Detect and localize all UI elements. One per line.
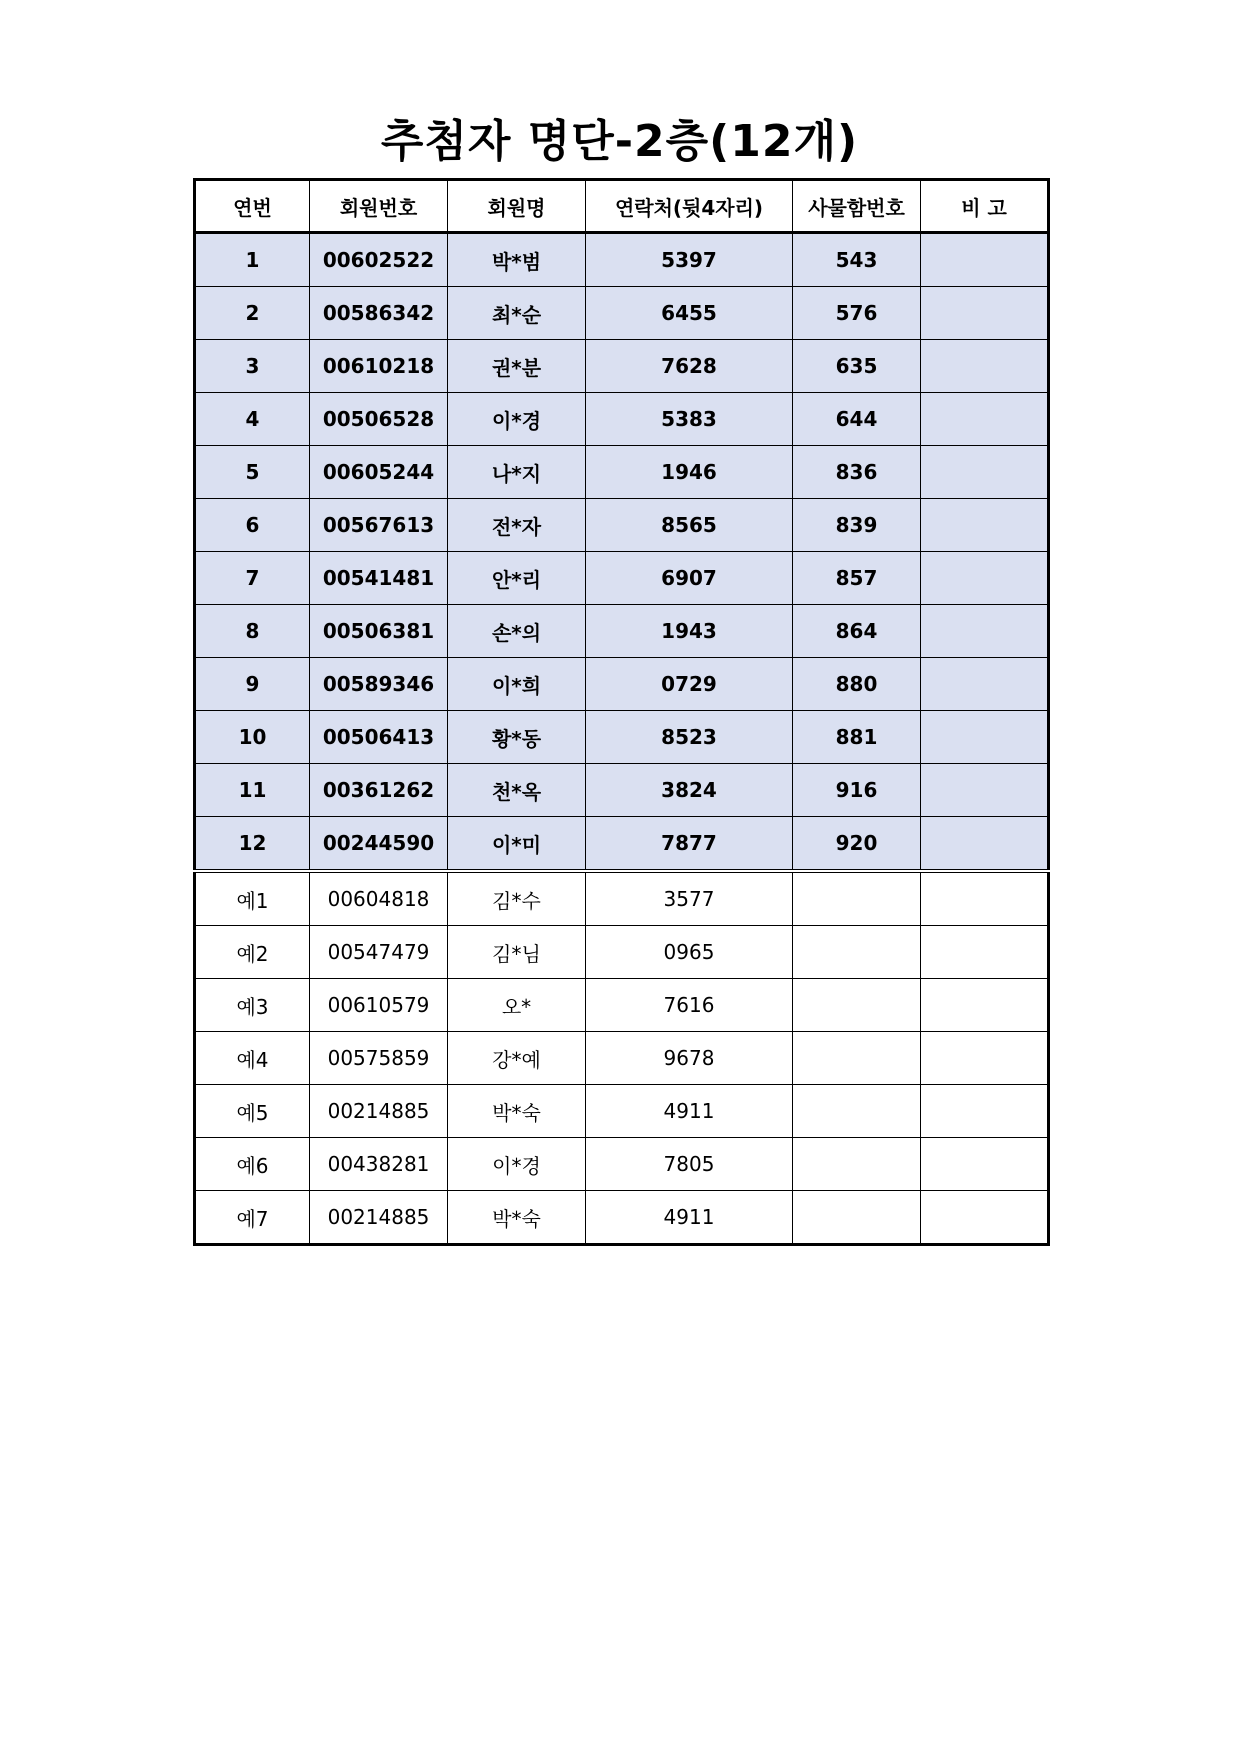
cell-note [921, 233, 1049, 287]
cell-member-id: 00214885 [310, 1085, 448, 1138]
cell-note [921, 926, 1049, 979]
cell-member-name: 손*의 [448, 605, 586, 658]
cell-seq: 예3 [195, 979, 310, 1032]
cell-member-name: 박*숙 [448, 1085, 586, 1138]
cell-phone: 7877 [586, 817, 793, 872]
cell-phone: 5397 [586, 233, 793, 287]
cell-member-name: 오* [448, 979, 586, 1032]
cell-member-name: 권*분 [448, 340, 586, 393]
cell-locker [793, 979, 921, 1032]
reserve-row [195, 1032, 1049, 1085]
page-title: 추첨자 명단-2층(12개) [380, 116, 859, 167]
cell-note [921, 658, 1049, 711]
table-row [195, 446, 1049, 499]
cell-member-id: 00541481 [310, 552, 448, 605]
cell-locker: 880 [793, 658, 921, 711]
cell-locker [793, 1032, 921, 1085]
header-seq: 연번 [195, 180, 310, 233]
table-row [195, 340, 1049, 393]
cell-member-id: 00506413 [310, 711, 448, 764]
cell-member-name: 이*미 [448, 817, 586, 872]
cell-note [921, 711, 1049, 764]
cell-member-name: 박*범 [448, 233, 586, 287]
cell-locker: 839 [793, 499, 921, 552]
cell-phone: 4911 [586, 1085, 793, 1138]
reserve-row [195, 1085, 1049, 1138]
cell-seq: 10 [195, 711, 310, 764]
cell-note [921, 552, 1049, 605]
cell-member-id: 00610218 [310, 340, 448, 393]
cell-phone: 4911 [586, 1191, 793, 1245]
cell-locker: 857 [793, 552, 921, 605]
cell-seq: 3 [195, 340, 310, 393]
cell-seq: 7 [195, 552, 310, 605]
cell-seq: 예7 [195, 1191, 310, 1245]
cell-locker: 644 [793, 393, 921, 446]
cell-phone: 3824 [586, 764, 793, 817]
cell-member-name: 안*리 [448, 552, 586, 605]
cell-phone: 8565 [586, 499, 793, 552]
cell-member-name: 이*희 [448, 658, 586, 711]
cell-locker [793, 871, 921, 926]
cell-phone: 3577 [586, 871, 793, 926]
cell-seq: 5 [195, 446, 310, 499]
table-body [195, 233, 1049, 1245]
table-row [195, 499, 1049, 552]
table-header-row [195, 180, 1049, 233]
cell-member-name: 이*경 [448, 1138, 586, 1191]
cell-note [921, 340, 1049, 393]
cell-member-id: 00567613 [310, 499, 448, 552]
cell-member-name: 전*자 [448, 499, 586, 552]
table-row [195, 287, 1049, 340]
cell-phone: 9678 [586, 1032, 793, 1085]
cell-member-id: 00244590 [310, 817, 448, 872]
table-row [195, 711, 1049, 764]
cell-member-name: 박*숙 [448, 1191, 586, 1245]
cell-member-name: 황*동 [448, 711, 586, 764]
cell-member-id: 00361262 [310, 764, 448, 817]
cell-locker: 836 [793, 446, 921, 499]
cell-member-id: 00605244 [310, 446, 448, 499]
cell-seq: 1 [195, 233, 310, 287]
cell-seq: 예6 [195, 1138, 310, 1191]
cell-seq: 예1 [195, 871, 310, 926]
cell-member-name: 김*수 [448, 871, 586, 926]
cell-phone: 0729 [586, 658, 793, 711]
cell-phone: 6455 [586, 287, 793, 340]
cell-locker: 881 [793, 711, 921, 764]
cell-member-id: 00547479 [310, 926, 448, 979]
cell-note [921, 446, 1049, 499]
cell-note [921, 1032, 1049, 1085]
cell-member-id: 00604818 [310, 871, 448, 926]
header-member-name: 회원명 [448, 180, 586, 233]
cell-note [921, 979, 1049, 1032]
cell-note [921, 764, 1049, 817]
reserve-row [195, 1138, 1049, 1191]
cell-member-id: 00610579 [310, 979, 448, 1032]
cell-phone: 1943 [586, 605, 793, 658]
table-row [195, 817, 1049, 872]
cell-locker: 864 [793, 605, 921, 658]
cell-member-name: 나*지 [448, 446, 586, 499]
winner-list-table [193, 178, 1050, 1246]
cell-phone: 6907 [586, 552, 793, 605]
cell-seq: 예5 [195, 1085, 310, 1138]
cell-locker: 635 [793, 340, 921, 393]
cell-note [921, 1085, 1049, 1138]
cell-note [921, 1138, 1049, 1191]
table-row [195, 393, 1049, 446]
table-row [195, 552, 1049, 605]
header-member-id: 회원번호 [310, 180, 448, 233]
cell-note [921, 393, 1049, 446]
cell-note [921, 871, 1049, 926]
cell-member-id: 00586342 [310, 287, 448, 340]
cell-locker: 543 [793, 233, 921, 287]
cell-member-name: 강*예 [448, 1032, 586, 1085]
cell-phone: 7628 [586, 340, 793, 393]
cell-member-id: 00602522 [310, 233, 448, 287]
cell-seq: 9 [195, 658, 310, 711]
cell-note [921, 1191, 1049, 1245]
cell-phone: 5383 [586, 393, 793, 446]
cell-member-name: 김*님 [448, 926, 586, 979]
cell-member-name: 이*경 [448, 393, 586, 446]
cell-phone: 7616 [586, 979, 793, 1032]
cell-member-id: 00575859 [310, 1032, 448, 1085]
cell-seq: 8 [195, 605, 310, 658]
cell-member-name: 천*옥 [448, 764, 586, 817]
cell-seq: 예2 [195, 926, 310, 979]
cell-member-id: 00438281 [310, 1138, 448, 1191]
cell-note [921, 605, 1049, 658]
cell-phone: 8523 [586, 711, 793, 764]
cell-seq: 11 [195, 764, 310, 817]
cell-locker [793, 1138, 921, 1191]
reserve-row [195, 926, 1049, 979]
cell-phone: 0965 [586, 926, 793, 979]
reserve-row [195, 871, 1049, 926]
cell-seq: 2 [195, 287, 310, 340]
header-phone: 연락처(뒷4자리) [586, 180, 793, 233]
cell-seq: 4 [195, 393, 310, 446]
cell-locker [793, 1191, 921, 1245]
table-row [195, 764, 1049, 817]
cell-note [921, 817, 1049, 872]
cell-note [921, 287, 1049, 340]
cell-locker: 576 [793, 287, 921, 340]
header-locker: 사물함번호 [793, 180, 921, 233]
cell-locker [793, 926, 921, 979]
table-row [195, 658, 1049, 711]
cell-member-name: 최*순 [448, 287, 586, 340]
cell-seq: 예4 [195, 1032, 310, 1085]
cell-locker [793, 1085, 921, 1138]
cell-member-id: 00506528 [310, 393, 448, 446]
header-note: 비 고 [921, 180, 1049, 233]
cell-note [921, 499, 1049, 552]
cell-member-id: 00589346 [310, 658, 448, 711]
cell-locker: 916 [793, 764, 921, 817]
cell-member-id: 00506381 [310, 605, 448, 658]
table-row [195, 233, 1049, 287]
reserve-row [195, 979, 1049, 1032]
table-row [195, 605, 1049, 658]
cell-seq: 6 [195, 499, 310, 552]
cell-phone: 7805 [586, 1138, 793, 1191]
cell-member-id: 00214885 [310, 1191, 448, 1245]
cell-seq: 12 [195, 817, 310, 872]
cell-phone: 1946 [586, 446, 793, 499]
cell-locker: 920 [793, 817, 921, 872]
reserve-row [195, 1191, 1049, 1245]
